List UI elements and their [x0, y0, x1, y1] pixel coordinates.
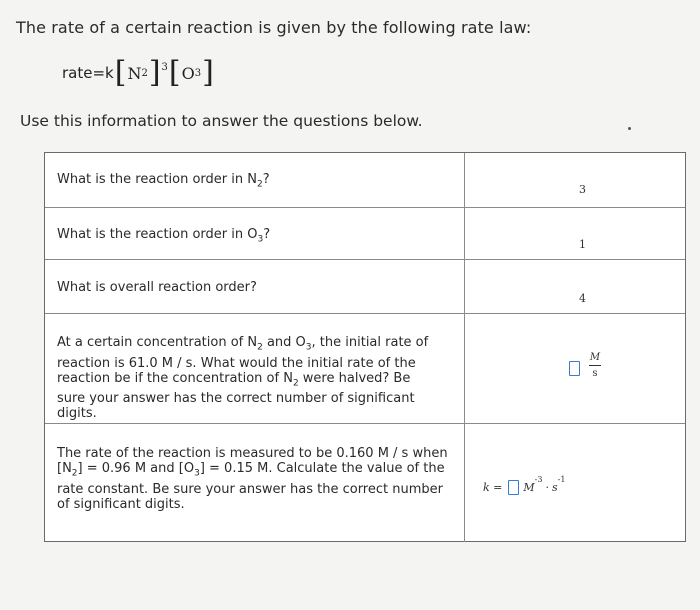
stray-dot [628, 127, 631, 130]
answer-input-box[interactable] [508, 480, 519, 495]
o-subscript: 3 [194, 67, 202, 79]
table-row [45, 207, 685, 260]
question-cell [45, 208, 465, 260]
multiply-dot: · [545, 481, 549, 494]
bracket-open: [ [114, 55, 127, 90]
n-exponent: 3 [161, 61, 168, 73]
answer-value[interactable]: 4 [579, 292, 586, 305]
question-text: The rate of the reaction is measured to be 0.160 M / s when [N [57, 446, 448, 476]
fraction-bar [589, 365, 601, 366]
question-cell [45, 260, 465, 314]
question-cell [45, 153, 465, 207]
answer-value[interactable]: 1 [579, 238, 586, 251]
unit-numerator: M [589, 352, 601, 363]
answer-input-box[interactable] [569, 361, 580, 376]
subscript: 2 [292, 378, 299, 389]
n-species: N [127, 63, 142, 83]
answer-cell[interactable] [465, 153, 685, 207]
answer-cell[interactable] [465, 260, 685, 314]
subscript: 3 [257, 234, 264, 245]
question-text: ] = 0.15 M. Calculate the value of the rate constant. Be sure your answer has the correct number of significant digits. [57, 461, 445, 512]
table-row [45, 423, 685, 542]
equals-k: =k [92, 64, 114, 82]
question-cell [45, 314, 465, 424]
answer-cell [465, 314, 685, 424]
question-text: At a certain concentration of N [57, 335, 258, 350]
unit-fraction [589, 352, 601, 379]
unit-m: M [523, 481, 535, 494]
table-row [45, 313, 685, 424]
bracket-close: ] [202, 55, 214, 90]
question-text: and O [262, 335, 306, 350]
rate-constant-expression [483, 475, 566, 495]
table-row [45, 153, 685, 207]
exponent: -3 [534, 475, 543, 484]
exponent: -1 [557, 475, 566, 484]
rate-word: rate [62, 64, 93, 82]
answer-cell[interactable] [465, 208, 685, 260]
question-text: What is the reaction order in O [57, 227, 258, 242]
answer-cell [465, 424, 685, 542]
bracket-close: ] [148, 55, 161, 90]
question-text: ] = 0.96 M and [O [77, 461, 195, 476]
unit-s: s [551, 481, 558, 494]
o-species: O [181, 63, 195, 83]
question-text: were halved? Be sure your answer has the correct number of significant digits. [57, 370, 415, 422]
question-mark: ? [263, 227, 271, 242]
subscript: 2 [256, 179, 263, 190]
k-label: k = [483, 481, 503, 494]
n-subscript: 2 [141, 67, 148, 79]
table-row [45, 259, 685, 314]
question-mark: ? [262, 172, 270, 187]
intro-text: The rate of a certain reaction is given by the following rate law: [16, 18, 532, 37]
answer-value[interactable]: 3 [579, 183, 586, 196]
subscript: 3 [194, 468, 200, 479]
question-text: What is overall reaction order? [57, 280, 257, 295]
subscript: 2 [71, 468, 78, 479]
subscript: 3 [305, 342, 312, 353]
unit-denominator: s [592, 368, 598, 379]
question-table [44, 152, 686, 542]
question-text: , the initial rate of reaction is 61.0 M / s. What would the initial rate of the reaction be if the concentration of N [57, 335, 429, 386]
subscript: 2 [257, 342, 263, 353]
rate-law-equation [62, 55, 215, 90]
instruction-text: Use this information to answer the questions below. [20, 112, 423, 130]
bracket-open: [ [168, 55, 181, 90]
question-text: What is the reaction order in N [57, 172, 257, 187]
question-cell [45, 424, 465, 542]
